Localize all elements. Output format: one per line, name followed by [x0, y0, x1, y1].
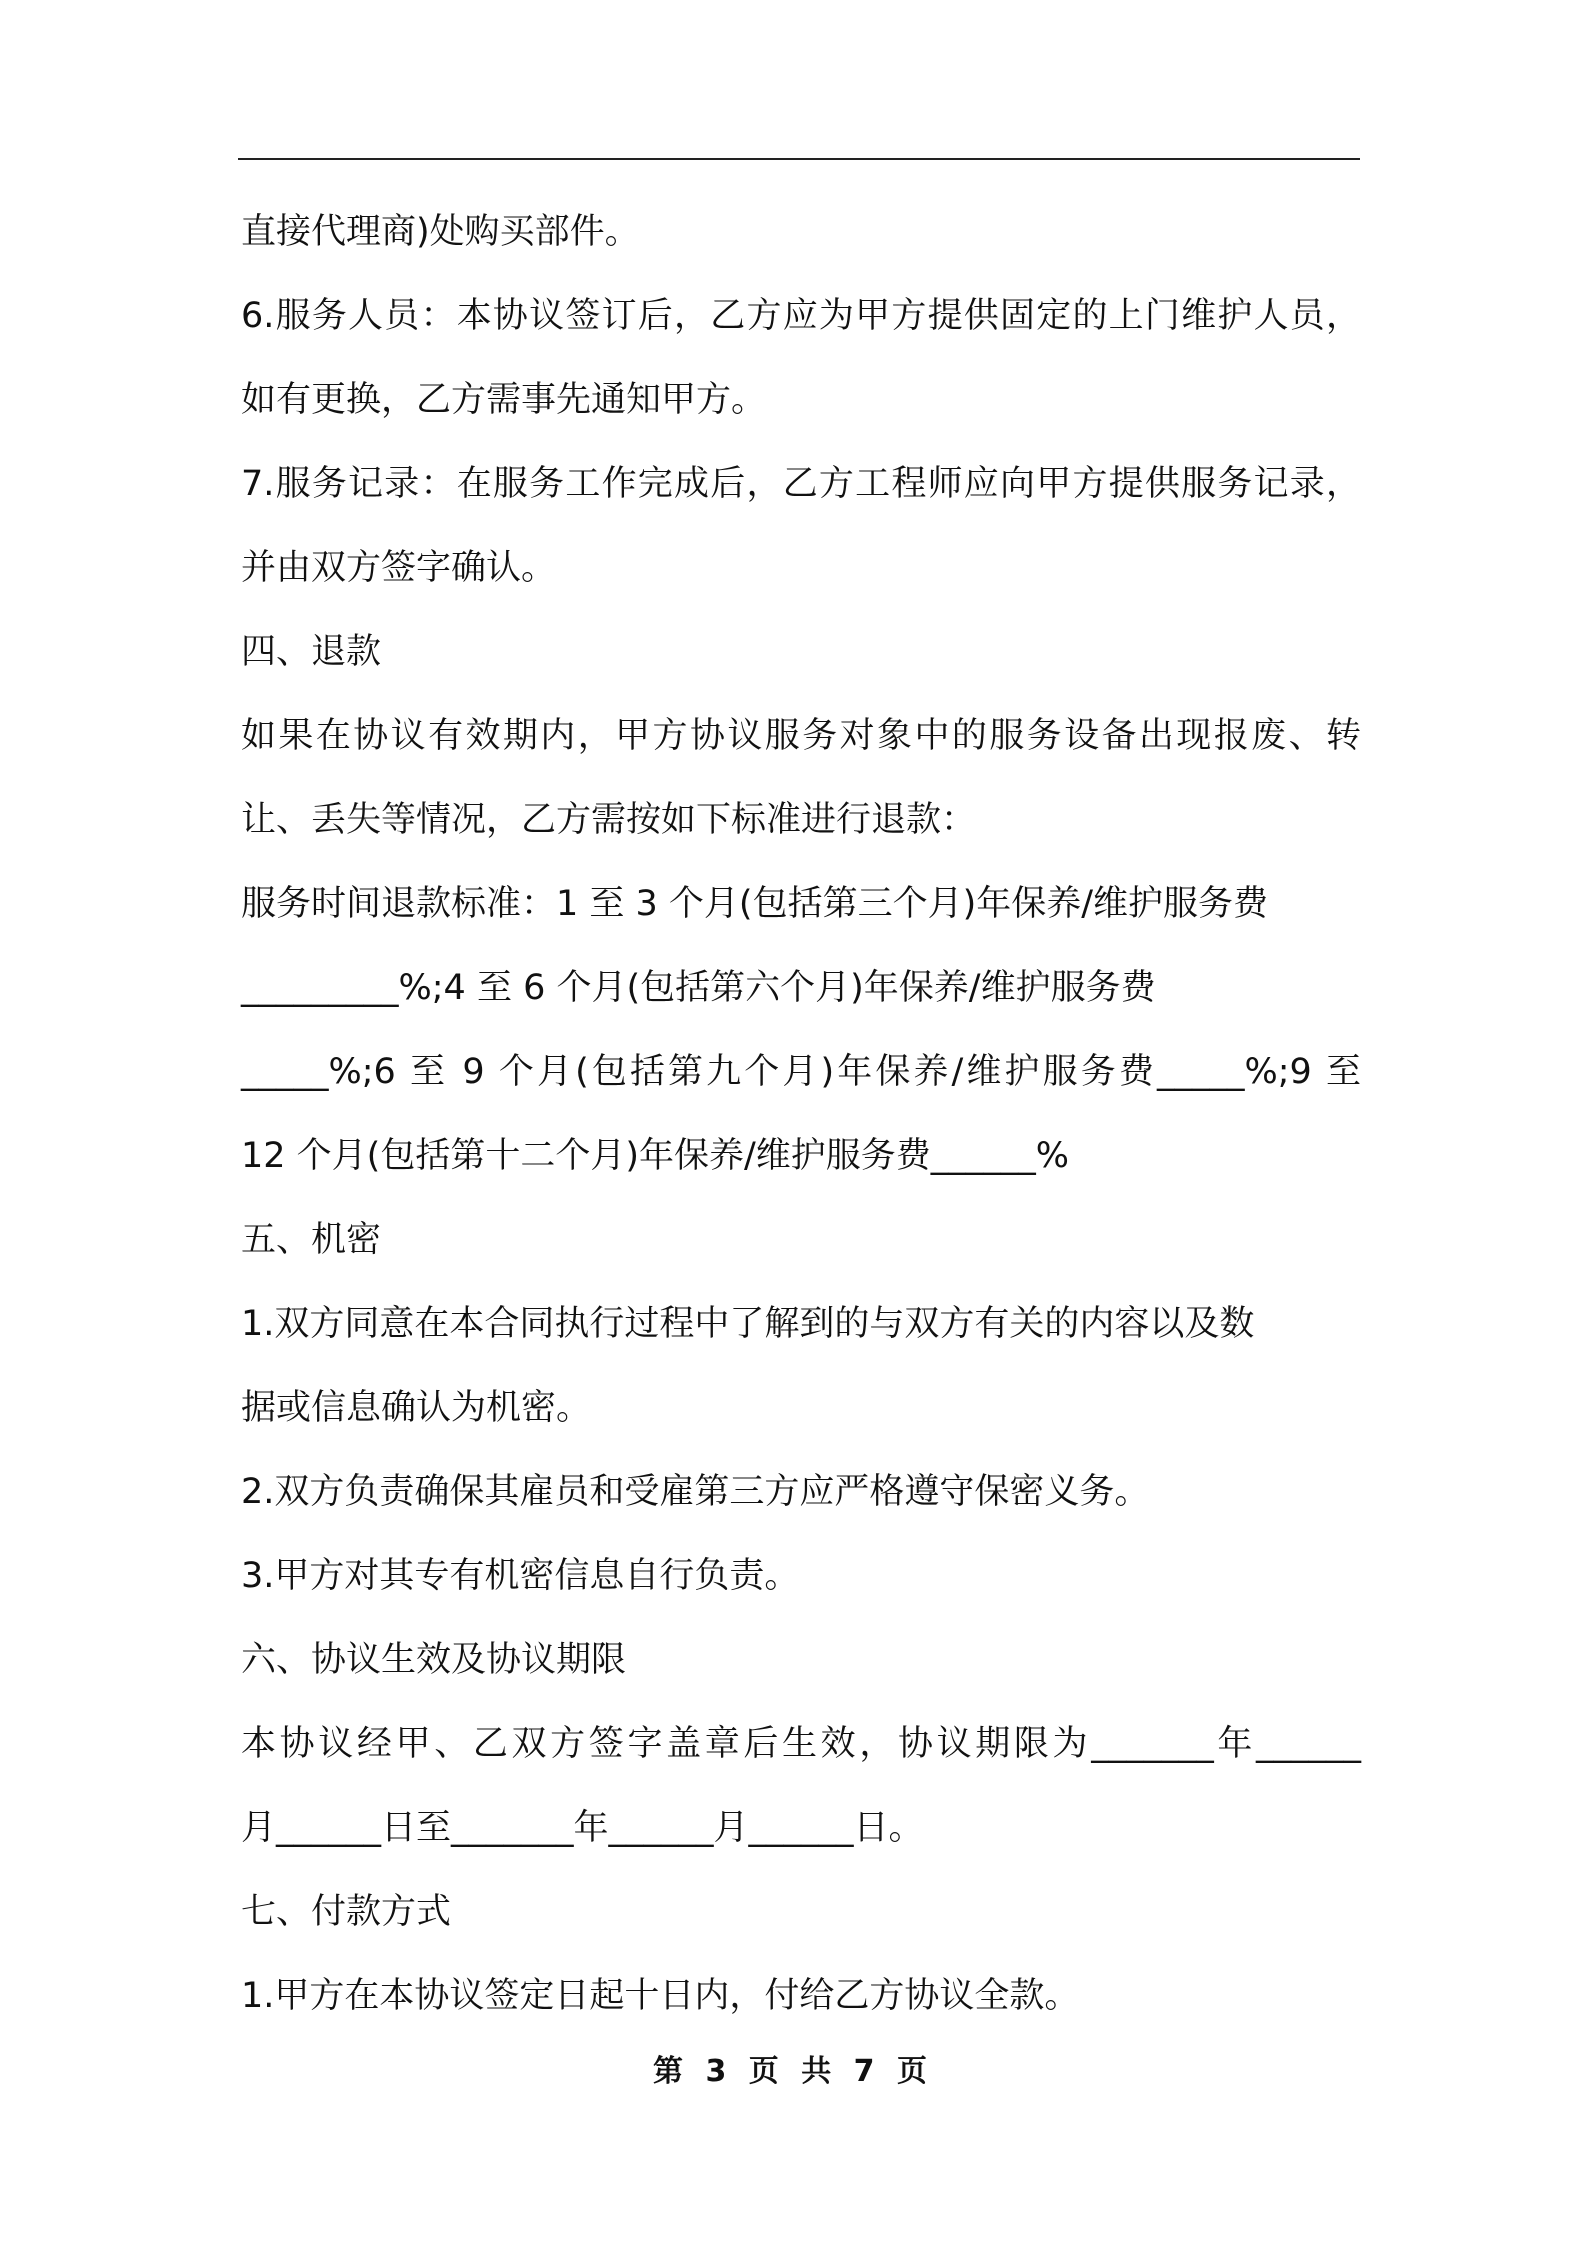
text-line-8: 让、丢失等情况，乙方需按如下标准进行退款：	[241, 800, 977, 840]
text-line-22: 1.甲方在本协议签定日起十日内，付给乙方协议全款。	[241, 1976, 1080, 2016]
section-heading-payment: 七、付款方式	[241, 1892, 452, 1932]
text-line-4: 7.服务记录：在服务工作完成后，乙方工程师应向甲方提供服务记录，	[241, 464, 1361, 504]
text-line-12: 12 个月(包括第十二个月)年保养/维护服务费______%	[241, 1136, 1070, 1176]
page-number-footer: 第 3 页 共 7 页	[653, 2054, 933, 2089]
text-line-1: 直接代理商)处购买部件。	[241, 212, 640, 252]
header-rule	[238, 158, 1360, 160]
text-line-20: 月______日至_______年______月______日。	[241, 1808, 924, 1848]
text-line-14: 1.双方同意在本合同执行过程中了解到的与双方有关的内容以及数	[241, 1304, 1255, 1344]
text-line-7: 如果在协议有效期内，甲方协议服务对象中的服务设备出现报废、转	[241, 716, 1361, 756]
text-line-10: _________%;4 至 6 个月(包括第六个月)年保养/维护服务费	[241, 968, 1156, 1008]
section-heading-confidentiality: 五、机密	[241, 1220, 382, 1260]
text-line-19: 本协议经甲、乙双方签字盖章后生效，协议期限为_______年______	[241, 1724, 1361, 1764]
section-heading-term: 六、协议生效及协议期限	[241, 1640, 627, 1680]
text-line-3: 如有更换，乙方需事先通知甲方。	[241, 380, 767, 420]
text-line-5: 并由双方签字确认。	[241, 548, 557, 588]
text-line-11: _____%;6 至 9 个月(包括第九个月)年保养/维护服务费_____%;9 至	[241, 1052, 1361, 1092]
text-line-17: 3.甲方对其专有机密信息自行负责。	[241, 1556, 800, 1596]
text-line-9: 服务时间退款标准：1 至 3 个月(包括第三个月)年保养/维护服务费	[241, 884, 1269, 924]
document-body	[241, 196, 1361, 2044]
text-line-15: 据或信息确认为机密。	[241, 1388, 592, 1428]
text-line-16: 2.双方负责确保其雇员和受雇第三方应严格遵守保密义务。	[241, 1472, 1150, 1512]
text-line-2: 6.服务人员：本协议签订后，乙方应为甲方提供固定的上门维护人员，	[241, 296, 1361, 336]
section-heading-refund: 四、退款	[241, 632, 382, 672]
